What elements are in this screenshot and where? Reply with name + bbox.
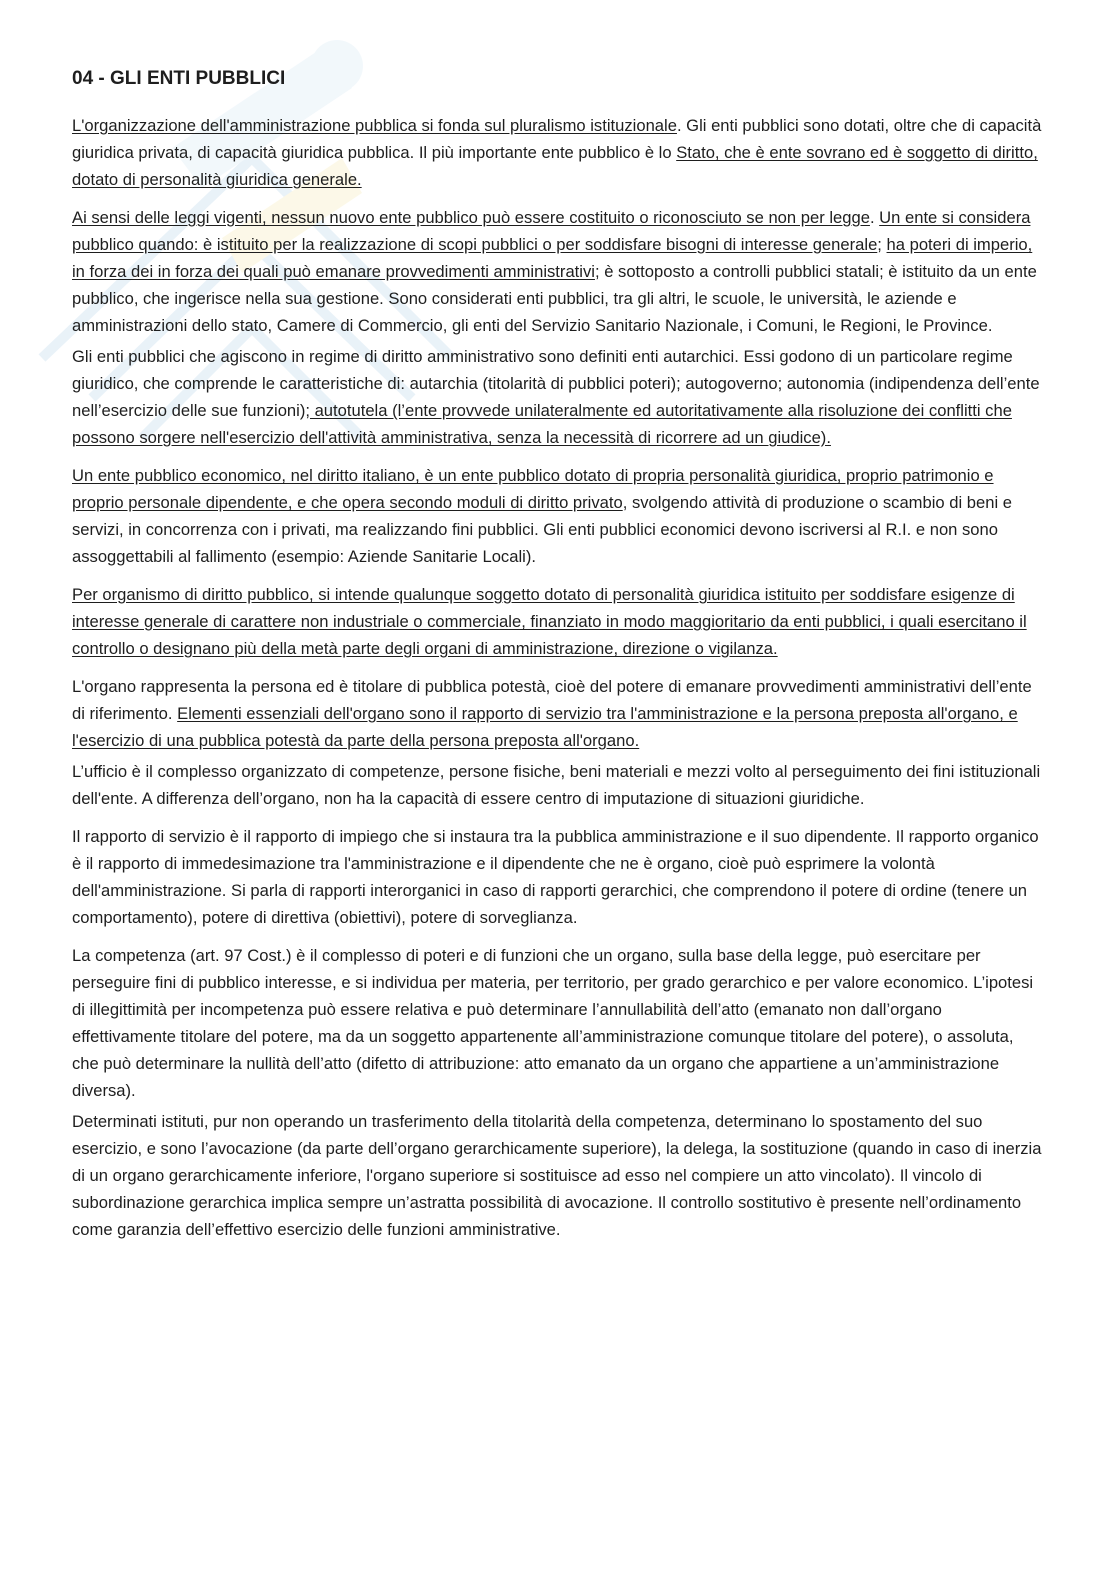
paragraph	[72, 581, 1042, 662]
underlined-text: L'organizzazione dell'amministrazione pubblica si fonda sul pluralismo istituzionale	[72, 116, 677, 135]
text-run: L’ufficio è il complesso organizzato di competenze, persone fisiche, beni materiali e mezzi volto al perseguimento dei fini istituzionali dell'ente. A differenza dell’organo, non ha la capacità di essere centro di imputazione di situazioni giuridiche.	[72, 762, 1041, 808]
text-run: . Gli enti pubblici sono dotati, oltre che di capacità giuridica privata, di capacità giuridica pubblica. Il più importante ente pubblico è lo	[72, 116, 1042, 162]
underlined-text: ha poteri di imperio, in forza dei in forza dei quali può emanare provvedimenti amministrativi	[72, 235, 1033, 281]
paragraph	[72, 1108, 1042, 1243]
document-body	[72, 112, 1042, 1243]
underlined-text: Elementi essenziali dell'organo sono il rapporto di servizio tra l'amministrazione e la persona preposta all'organo, e l'esercizio di una pubblica potestà da parte della persona preposta all'organo.	[72, 704, 1018, 750]
underlined-text: Un ente si considera pubblico quando: è istituito per la realizzazione di scopi pubblici o per soddisfare bisogni di interesse generale	[72, 208, 1031, 254]
text-run: L'organo rappresenta la persona ed è titolare di pubblica potestà, cioè del potere di emanare provvedimenti amministrativi dell’ente di riferimento.	[72, 677, 1032, 723]
document-page	[72, 66, 1042, 1254]
paragraph	[72, 823, 1042, 931]
underlined-text: autotutela (l’ente provvede unilateralmente ed autoritativamente alla risoluzione dei conflitti che possono sorgere nell'esercizio dell'attività amministrativa, senza la necessità di ricorrere ad un giudice).	[72, 401, 1012, 447]
paragraph	[72, 758, 1042, 812]
underlined-text: Stato, che è ente sovrano ed è soggetto di diritto, dotato di personalità giuridica generale.	[72, 143, 1038, 189]
text-run: ; è sottoposto a controlli pubblici statali; è istituito da un ente pubblico, che ingerisce nella sua gestione. Sono considerati enti pubblici, tra gli altri, le scuole, le università, le aziende e amministrazioni dello stato, Camere di Commercio, gli enti del Servizio Sanitario Nazionale, i Comuni, le Regioni, le Province.	[72, 262, 1037, 335]
text-run: ;	[877, 235, 887, 254]
paragraph	[72, 204, 1042, 339]
paragraph	[72, 343, 1042, 451]
paragraph	[72, 942, 1042, 1104]
document-title: 04 - GLI ENTI PUBBLICI	[72, 68, 286, 89]
underlined-text: Per organismo di diritto pubblico, si intende qualunque soggetto dotato di personalità giuridica istituito per soddisfare esigenze di interesse generale di carattere non industriale o commerciale, finanziato in modo maggioritario da enti pubblici, i quali esercitano il controllo o designano più della metà parte degli organi di amministrazione, direzione o vigilanza.	[72, 585, 1027, 658]
paragraph	[72, 462, 1042, 570]
underlined-text: Un ente pubblico economico, nel diritto italiano, è un ente pubblico dotato di propria personalità giuridica, proprio patrimonio e proprio personale dipendente, e che opera secondo moduli di diritto privato	[72, 466, 994, 512]
text-run: Determinati istituti, pur non operando un trasferimento della titolarità della competenza, determinano lo spostamento del suo esercizio, e sono l’avocazione (da parte dell’organo gerarchicamente superiore), la delega, la sostituzione (quando in caso di inerzia di un organo gerarchicamente inferiore, l'organo superiore si sostituisce ad esso nel compiere un atto vincolato). Il vincolo di subordinazione gerarchica implica sempre un’astratta possibilità di avocazione. Il controllo sostitutivo è presente nell’ordinamento come garanzia dell’effettivo esercizio delle funzioni amministrative.	[72, 1112, 1042, 1239]
underlined-text: Ai sensi delle leggi vigenti, nessun nuovo ente pubblico può essere costituito o riconosciuto se non per legge	[72, 208, 870, 227]
text-run: Il rapporto di servizio è il rapporto di impiego che si instaura tra la pubblica amministrazione e il suo dipendente. Il rapporto organico è il rapporto di immedesimazione tra l'amministrazione e il dipendente che ne è organo, cioè può esprimere la volontà dell'amministrazione. Si parla di rapporti interorganici in caso di rapporti gerarchici, che comprendono il potere di ordine (tenere un comportamento), potere di direttiva (obiettivi), potere di sorveglianza.	[72, 827, 1039, 927]
paragraph	[72, 673, 1042, 754]
text-run: , svolgendo attività di produzione o scambio di beni e servizi, in concorrenza con i privati, ma realizzando fini pubblici. Gli enti pubblici economici devono iscriversi al R.I. e non sono assoggettabili al fallimento (esempio: Aziende Sanitarie Locali).	[72, 493, 1012, 566]
text-run: Gli enti pubblici che agiscono in regime di diritto amministrativo sono definiti enti autarchici. Essi godono di un particolare regime giuridico, che comprende le caratteristiche di: autarchia (titolarità di pubblici poteri); autogoverno; autonomia (indipendenza dell’ente nell’esercizio delle sue funzioni);	[72, 347, 1040, 420]
text-run: .	[869, 208, 880, 227]
text-run: La competenza (art. 97 Cost.) è il complesso di poteri e di funzioni che un organo, sulla base della legge, può esercitare per perseguire fini di pubblico interesse, e si individua per materia, per territorio, per grado gerarchico e per valore economico. L’ipotesi di illegittimità per incompetenza può essere relativa e può determinare l’annullabilità dell’atto (emanato non dall’organo effettivamente titolare del potere, ma da un soggetto appartenente all’amministrazione comunque titolare del potere), o assoluta, che può determinare la nullità dell’atto (difetto di attribuzione: atto emanato da un organo che appartiene a un’amministrazione diversa).	[72, 946, 1034, 1100]
paragraph	[72, 112, 1042, 193]
